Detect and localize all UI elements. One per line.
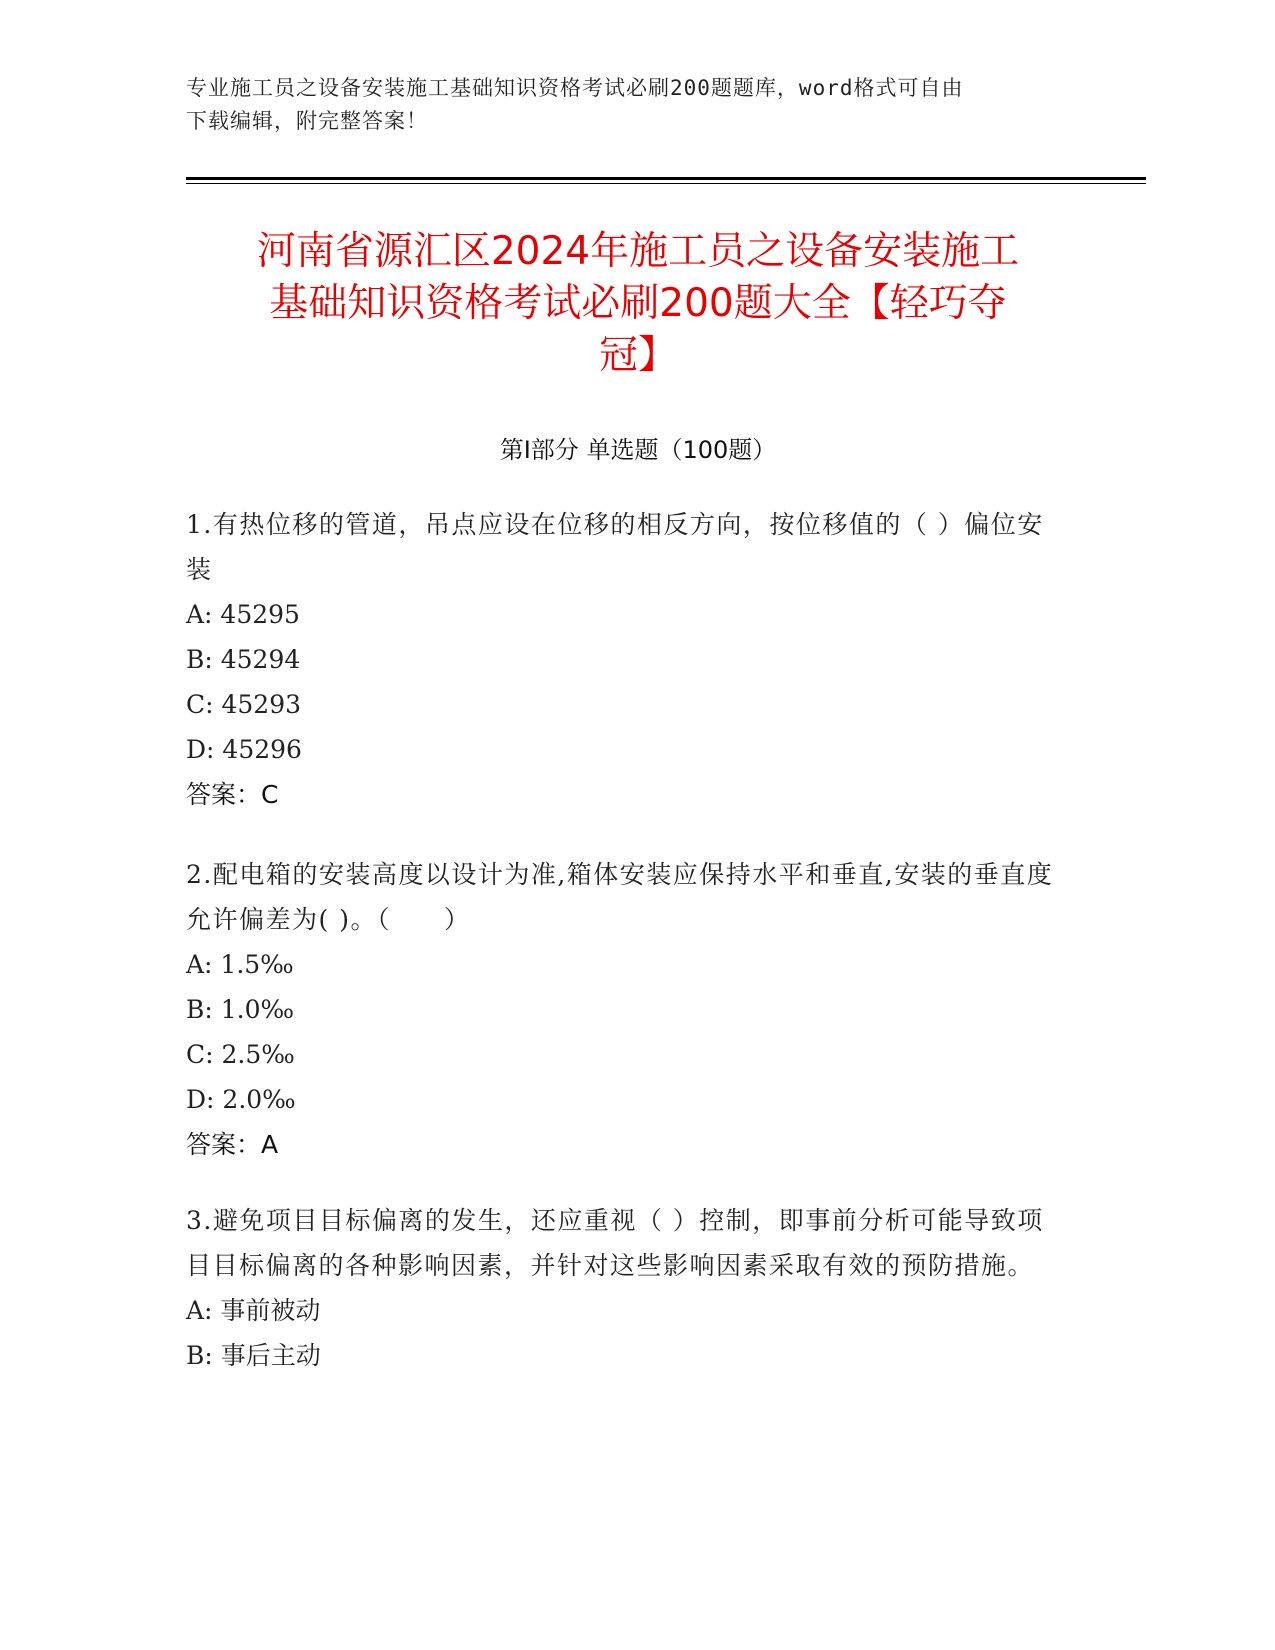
section-heading: 第Ⅰ部分 单选题（100题） [499, 436, 777, 464]
question-option: C: 45293 [186, 690, 302, 719]
header-note-line: 专业施工员之设备安装施工基础知识资格考试必刷200题题库，word格式可自由 [186, 76, 964, 100]
question-1 [186, 502, 1066, 817]
document-title [186, 226, 1090, 382]
question-option: B: 1.0‰ [186, 995, 295, 1024]
question-option: D: 45296 [186, 735, 302, 764]
question-option: A: 1.5‰ [186, 950, 294, 979]
question-3 [186, 1198, 1066, 1378]
question-answer: 答案：A [186, 1130, 279, 1159]
question-option: A: 事前被动 [186, 1296, 321, 1325]
question-stem: 1.有热位移的管道，吊点应设在位移的相反方向，按位移值的（ ）偏位安装 [186, 510, 1044, 584]
question-option: D: 2.0‰ [186, 1085, 296, 1114]
header-divider-thick [186, 177, 1146, 180]
question-option: B: 45294 [186, 645, 301, 674]
question-answer: 答案：C [186, 780, 279, 809]
question-stem: 3.避免项目目标偏离的发生，还应重视（ ）控制，即事前分析可能导致项目目标偏离的各种影响因素，并针对这些影响因素采取有效的预防措施。 [186, 1206, 1044, 1280]
question-2 [186, 852, 1066, 1167]
header-divider-thin [186, 183, 1146, 184]
question-option: B: 事后主动 [186, 1341, 321, 1370]
document-title-line: 冠】 [598, 333, 677, 378]
document-title-line: 基础知识资格考试必刷200题大全【轻巧夺 [269, 281, 1007, 326]
header-note [186, 72, 1086, 138]
question-option: C: 2.5‰ [186, 1040, 295, 1069]
header-note-line: 下载编辑，附完整答案！ [186, 109, 428, 133]
question-stem: 2.配电箱的安装高度以设计为准,箱体安装应保持水平和垂直,安装的垂直度允许偏差为( )。（ ） [186, 860, 1054, 934]
document-title-line: 河南省源汇区2024年施工员之设备安装施工 [256, 229, 1020, 274]
question-option: A: 45295 [186, 600, 300, 629]
